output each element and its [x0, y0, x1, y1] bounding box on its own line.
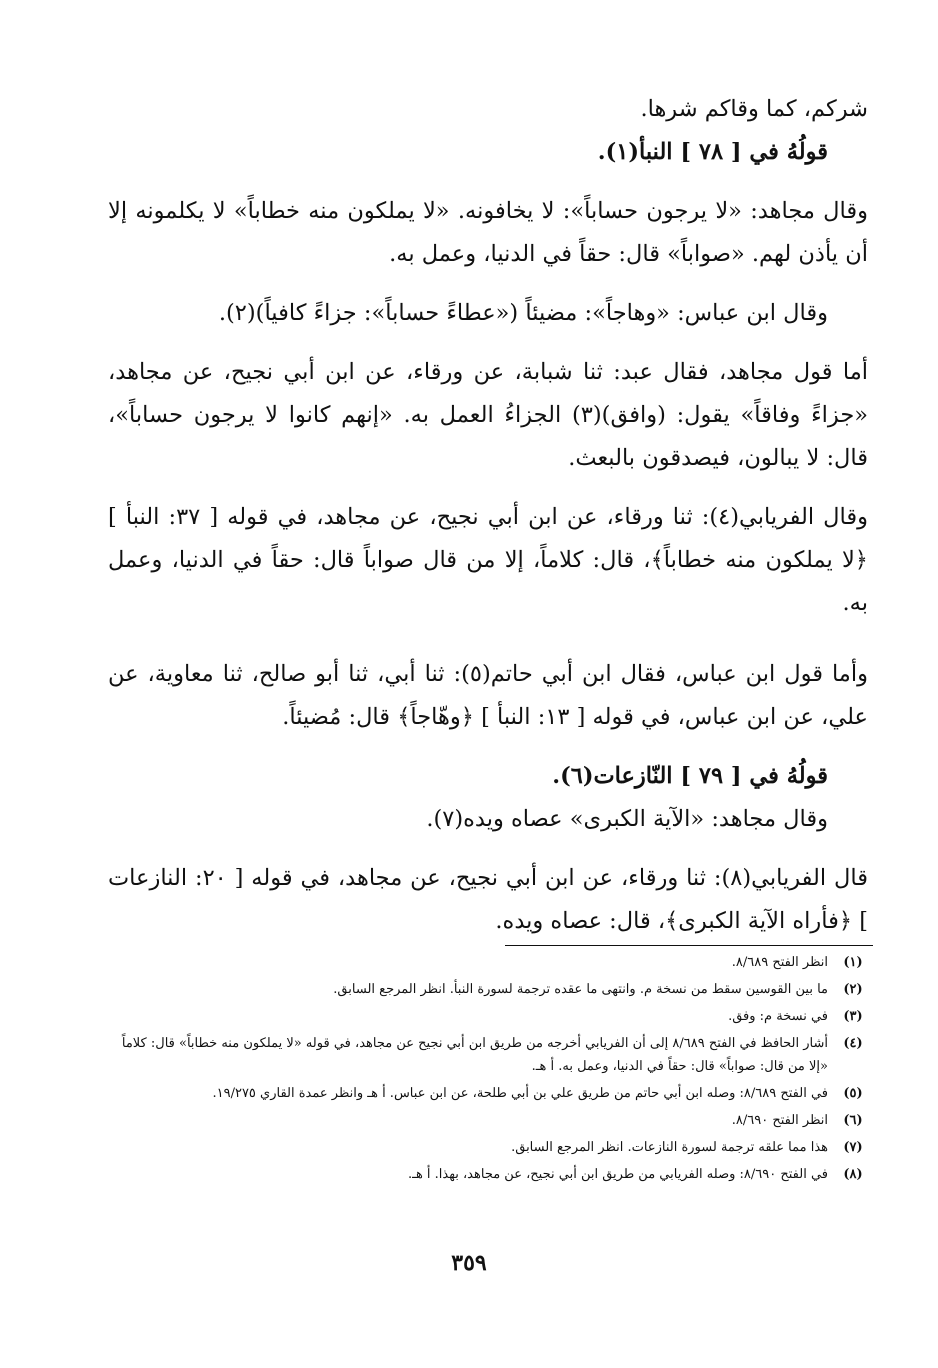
footnote-text: في نسخة م: وفق. — [728, 1009, 828, 1024]
footnote-text: في الفتح ٨/٦٨٩: وصله ابن أبي حاتم من طريق علي بن أبي طلحة، عن ابن عباس. أ هـ وانظر عمدة القاري ١٩/٢٧٥. — [212, 1086, 828, 1101]
footnote-number: (٣) — [843, 1009, 863, 1024]
paragraph-mujahid: وقال مجاهد: «لا يرجون حساباً»: لا يخافونه. «لا يملكون منه خطاباً» لا يكلمونه إلا أن يأذن لهم. «صواباً» قال: حقاً في الدنيا، وعمل به. — [108, 198, 868, 267]
footnote-divider — [505, 945, 873, 946]
paragraph-firyabi-naba: وقال الفريابي(٤): ثنا ورقاء، عن ابن أبي نجيح، عن مجاهد، في قوله [ ٣٧: النبأ ] ﴿لا يملكون منه خطاباً﴾، قال: كلاماً، إلا من قال صواباً قال: حقاً في الدنيا، وعمل به. — [108, 504, 868, 616]
footnote-5 — [118, 1082, 878, 1105]
section-heading-naba: قولُهُ في [ ٧٨ ] النبأ(١). — [597, 139, 828, 165]
footnote-text: أشار الحافظ في الفتح ٨/٦٨٩ إلى أن الفريابي أخرجه من طريق ابن أبي نجيح عن مجاهد، في قوله «لا يملكون منه خطاباً» قال: كلاماً «إلا من قال: صواباً» قال: حقاً في الدنيا، وعمل به. أ هـ. — [121, 1036, 828, 1074]
paragraph-abd-narration: أما قول مجاهد، فقال عبد: ثنا شبابة، عن ورقاء، عن ابن أبي نجيح، عن مجاهد، «جزاءً وفاقاً» يقول: (وافق)(٣) الجزاءُ العمل به. «إنهم كانوا لا يرجون حساباً»، قال: لا يبالون، فيصدقون بالبعث. — [108, 359, 868, 471]
footnote-number: (٥) — [843, 1086, 863, 1101]
footnotes — [118, 951, 878, 1190]
footnote-number: (١) — [843, 955, 863, 970]
footnote-text: هذا مما علقه ترجمة لسورة النازعات. انظر المرجع السابق. — [511, 1140, 828, 1155]
footnote-number: (٧) — [843, 1140, 863, 1155]
footnote-1 — [118, 951, 878, 974]
paragraph-ibn-abbas: وقال ابن عباس: «وهاجاً»: مضيئاً («عطاءً حساباً»: جزاءً كافياً)(٢). — [218, 300, 828, 326]
footnote-6 — [118, 1109, 878, 1132]
paragraph-firyabi-naziat: قال الفريابي(٨): ثنا ورقاء، عن ابن أبي نجيح، عن مجاهد، في قوله [ ٢٠: النازعات ] ﴿فأراه الآية الكبرى﴾، قال: عصاه ويده. — [108, 865, 868, 934]
footnote-7 — [118, 1136, 878, 1159]
footnote-number: (٨) — [843, 1167, 863, 1182]
paragraph-ibn-abi-hatim: وأما قول ابن عباس، فقال ابن أبي حاتم(٥): ثنا أبي، ثنا أبو صالح، ثنا معاوية، عن علي، عن ابن عباس، في قوله [ ١٣: النبأ ] ﴿وهّاجاً﴾ قال: مُضيئاً. — [108, 661, 868, 730]
footnote-number: (٢) — [843, 982, 863, 997]
footnote-3 — [118, 1005, 878, 1028]
footnote-text: ما بين القوسين سقط من نسخة م. وانتهى ما عقده ترجمة لسورة النبأ. انظر المرجع السابق. — [333, 982, 828, 997]
footnote-number: (٦) — [843, 1113, 863, 1128]
section-heading-naziat: قولُهُ في [ ٧٩ ] النّازعات(٦). — [552, 763, 828, 789]
footnote-number: (٤) — [843, 1036, 863, 1051]
footnote-text: انظر الفتح ٨/٦٨٩. — [731, 955, 828, 970]
footnote-text: في الفتح ٨/٦٩٠: وصله الفريابي من طريق ابن أبي نجيح، عن مجاهد، بهذا. أ هـ. — [408, 1167, 828, 1182]
footnote-8 — [118, 1163, 878, 1186]
main-text — [108, 88, 868, 943]
page-number: ٣٥٩ — [451, 1250, 487, 1276]
paragraph-continuation: شركم، كما وقاكم شرها. — [640, 96, 868, 122]
footnote-2 — [118, 978, 878, 1001]
footnote-text: انظر الفتح ٨/٦٩٠. — [731, 1113, 828, 1128]
footnote-4 — [118, 1032, 878, 1078]
paragraph-mujahid-naziat: وقال مجاهد: «الآية الكبرى» عصاه ويده(٧). — [426, 806, 828, 832]
